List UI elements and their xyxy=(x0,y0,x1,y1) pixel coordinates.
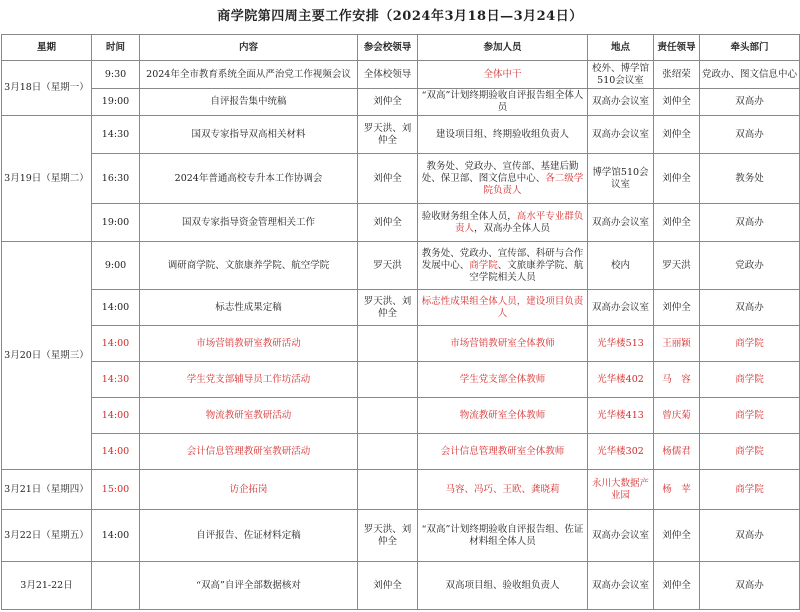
content-cell: 会计信息管理教研室教研活动 xyxy=(140,434,358,470)
participants-text: ，双高办全体人员 xyxy=(474,222,551,234)
content-cell: 标志性成果定稿 xyxy=(140,290,358,326)
leader-cell xyxy=(358,470,418,510)
header-participants: 参加人员 xyxy=(418,35,588,61)
table-row xyxy=(2,204,800,242)
participants-text: 验收财务组全体人员， xyxy=(421,210,517,222)
participants-cell: 市场营销教研室全体教师 xyxy=(418,326,588,362)
location-cell: 双高办会议室 xyxy=(588,562,654,610)
leader-cell: 刘仲全 xyxy=(358,204,418,242)
participants-highlight: 高水平专业群负责人 xyxy=(454,210,584,234)
day-cell-thu: 3月21日（星期四） xyxy=(2,470,92,510)
location-cell: 永川大数据产业园 xyxy=(588,470,654,510)
content-cell: 访企拓岗 xyxy=(140,470,358,510)
table-row xyxy=(2,562,800,610)
leader-cell: 罗天洪、刘仲全 xyxy=(358,116,418,154)
table-row xyxy=(2,434,800,470)
location-cell: 博学馆510会议室 xyxy=(588,154,654,204)
table-row xyxy=(2,116,800,154)
dept-cell: 双高办 xyxy=(700,562,800,610)
location-cell: 双高办会议室 xyxy=(588,510,654,562)
time-cell: 14:00 xyxy=(92,510,140,562)
content-cell: 学生党支部辅导员工作坊活动 xyxy=(140,362,358,398)
content-cell: 国双专家指导双高相关材料 xyxy=(140,116,358,154)
content-cell: 2024年普通高校专升本工作协调会 xyxy=(140,154,358,204)
dept-cell: 双高办 xyxy=(700,510,800,562)
day-cell-mon: 3月18日（星期一） xyxy=(2,61,92,116)
participants-cell xyxy=(418,204,588,242)
header-row xyxy=(2,35,800,61)
day-cell-wed: 3月20日（星期三） xyxy=(2,242,92,470)
header-owner: 责任领导 xyxy=(654,35,700,61)
dept-cell: 党政办 xyxy=(700,242,800,290)
time-cell: 19:00 xyxy=(92,89,140,116)
dept-cell: 商学院 xyxy=(700,434,800,470)
participants-cell: 学生党支部全体教师 xyxy=(418,362,588,398)
owner-cell: 杨儒君 xyxy=(654,434,700,470)
participants-cell: “双高”计划终期验收自评报告组、佐证材料组全体人员 xyxy=(418,510,588,562)
owner-cell: 刘仲全 xyxy=(654,562,700,610)
location-cell: 双高办会议室 xyxy=(588,116,654,154)
owner-cell: 刘仲全 xyxy=(654,290,700,326)
leader-cell: 刘仲全 xyxy=(358,154,418,204)
header-leader: 参会校领导 xyxy=(358,35,418,61)
owner-cell: 张绍荣 xyxy=(654,61,700,89)
time-cell: 14:00 xyxy=(92,398,140,434)
owner-cell: 罗天洪 xyxy=(654,242,700,290)
content-cell: 市场营销教研室教研活动 xyxy=(140,326,358,362)
participants-text: 教务处、党政办、宣传部、科研与合作发展中心、 xyxy=(421,247,584,271)
participants-text: 、文旅康养学院、航空学院相关人员 xyxy=(469,259,584,283)
table-row xyxy=(2,61,800,89)
participants-cell xyxy=(418,242,588,290)
table-row xyxy=(2,89,800,116)
dept-cell: 商学院 xyxy=(700,470,800,510)
content-cell: 自评报告集中统稿 xyxy=(140,89,358,116)
header-content: 内容 xyxy=(140,35,358,61)
header-location: 地点 xyxy=(588,35,654,61)
owner-cell: 刘仲全 xyxy=(654,154,700,204)
participants-cell: 会计信息管理教研室全体教师 xyxy=(418,434,588,470)
leader-cell: 刘仲全 xyxy=(358,562,418,610)
participants-highlight: 各二级学院负责人 xyxy=(483,172,584,196)
participants-cell: 建设项目组、终期验收组负责人 xyxy=(418,116,588,154)
table-row xyxy=(2,290,800,326)
table-row xyxy=(2,398,800,434)
location-cell: 光华楼302 xyxy=(588,434,654,470)
owner-cell: 杨 苹 xyxy=(654,470,700,510)
time-cell: 14:00 xyxy=(92,290,140,326)
table-row xyxy=(2,362,800,398)
participants-text: 教务处、党政办、宣传部、基建后勤处、保卫部、图文信息中心、 xyxy=(421,160,579,184)
page-title: 商学院第四周主要工作安排（2024年3月18日—3月24日） xyxy=(217,9,583,24)
time-cell: 9:30 xyxy=(92,61,140,89)
location-cell: 校外、博学馆510会议室 xyxy=(588,61,654,89)
time-cell xyxy=(92,562,140,610)
day-cell-tue: 3月19日（星期二） xyxy=(2,116,92,242)
dept-cell: 党政办、图文信息中心 xyxy=(700,61,800,89)
owner-cell: 马 容 xyxy=(654,362,700,398)
time-cell: 15:00 xyxy=(92,470,140,510)
location-cell: 双高办会议室 xyxy=(588,204,654,242)
time-cell: 14:30 xyxy=(92,116,140,154)
owner-cell: 刘仲全 xyxy=(654,89,700,116)
owner-cell: 刘仲全 xyxy=(654,510,700,562)
location-cell: 校内 xyxy=(588,242,654,290)
content-cell: 自评报告、佐证材料定稿 xyxy=(140,510,358,562)
owner-cell: 刘仲全 xyxy=(654,204,700,242)
dept-cell: 商学院 xyxy=(700,326,800,362)
participants-cell: 物流教研室全体教师 xyxy=(418,398,588,434)
content-cell: 物流教研室教研活动 xyxy=(140,398,358,434)
table-row xyxy=(2,326,800,362)
day-cell-range: 3月21-22日 xyxy=(2,562,92,610)
leader-cell: 罗天洪、刘仲全 xyxy=(358,290,418,326)
participants-cell: 马容、冯巧、王欧、龚晓莉 xyxy=(418,470,588,510)
dept-cell: 双高办 xyxy=(700,116,800,154)
content-cell: 2024年全市教育系统全面从严治党工作视频会议 xyxy=(140,61,358,89)
participants-highlight: 商学院 xyxy=(469,259,498,271)
leader-cell xyxy=(358,362,418,398)
leader-cell: 全体校领导 xyxy=(358,61,418,89)
schedule-table xyxy=(1,34,800,610)
leader-cell: 刘仲全 xyxy=(358,89,418,116)
leader-cell xyxy=(358,434,418,470)
participants-cell: “双高”计划终期验收自评报告组全体人员 xyxy=(418,89,588,116)
owner-cell: 刘仲全 xyxy=(654,116,700,154)
header-time: 时间 xyxy=(92,35,140,61)
location-cell: 双高办会议室 xyxy=(588,89,654,116)
leader-cell: 罗天洪 xyxy=(358,242,418,290)
time-cell: 14:00 xyxy=(92,326,140,362)
dept-cell: 双高办 xyxy=(700,290,800,326)
dept-cell: 教务处 xyxy=(700,154,800,204)
time-cell: 19:00 xyxy=(92,204,140,242)
table-row xyxy=(2,510,800,562)
participants-cell: 标志性成果组全体人员，建设项目负责人 xyxy=(418,290,588,326)
table-row xyxy=(2,470,800,510)
content-cell: 国双专家指导资金管理相关工作 xyxy=(140,204,358,242)
dept-cell: 双高办 xyxy=(700,204,800,242)
leader-cell xyxy=(358,326,418,362)
participants-cell: 全体中干 xyxy=(418,61,588,89)
owner-cell: 曾庆菊 xyxy=(654,398,700,434)
dept-cell: 商学院 xyxy=(700,398,800,434)
header-dept: 牵头部门 xyxy=(700,35,800,61)
table-row xyxy=(2,242,800,290)
location-cell: 双高办会议室 xyxy=(588,290,654,326)
content-cell: “双高”自评全部数据核对 xyxy=(140,562,358,610)
table-row xyxy=(2,154,800,204)
time-cell: 9:00 xyxy=(92,242,140,290)
time-cell: 14:30 xyxy=(92,362,140,398)
participants-cell: 双高项目组、验收组负责人 xyxy=(418,562,588,610)
leader-cell xyxy=(358,398,418,434)
location-cell: 光华楼413 xyxy=(588,398,654,434)
leader-cell: 罗天洪、刘仲全 xyxy=(358,510,418,562)
time-cell: 14:00 xyxy=(92,434,140,470)
participants-cell xyxy=(418,154,588,204)
dept-cell: 双高办 xyxy=(700,89,800,116)
dept-cell: 商学院 xyxy=(700,362,800,398)
location-cell: 光华楼402 xyxy=(588,362,654,398)
content-cell: 调研商学院、文旅康养学院、航空学院 xyxy=(140,242,358,290)
day-cell-fri: 3月22日（星期五） xyxy=(2,510,92,562)
header-week: 星期 xyxy=(2,35,92,61)
location-cell: 光华楼513 xyxy=(588,326,654,362)
time-cell: 16:30 xyxy=(92,154,140,204)
owner-cell: 王丽颖 xyxy=(654,326,700,362)
